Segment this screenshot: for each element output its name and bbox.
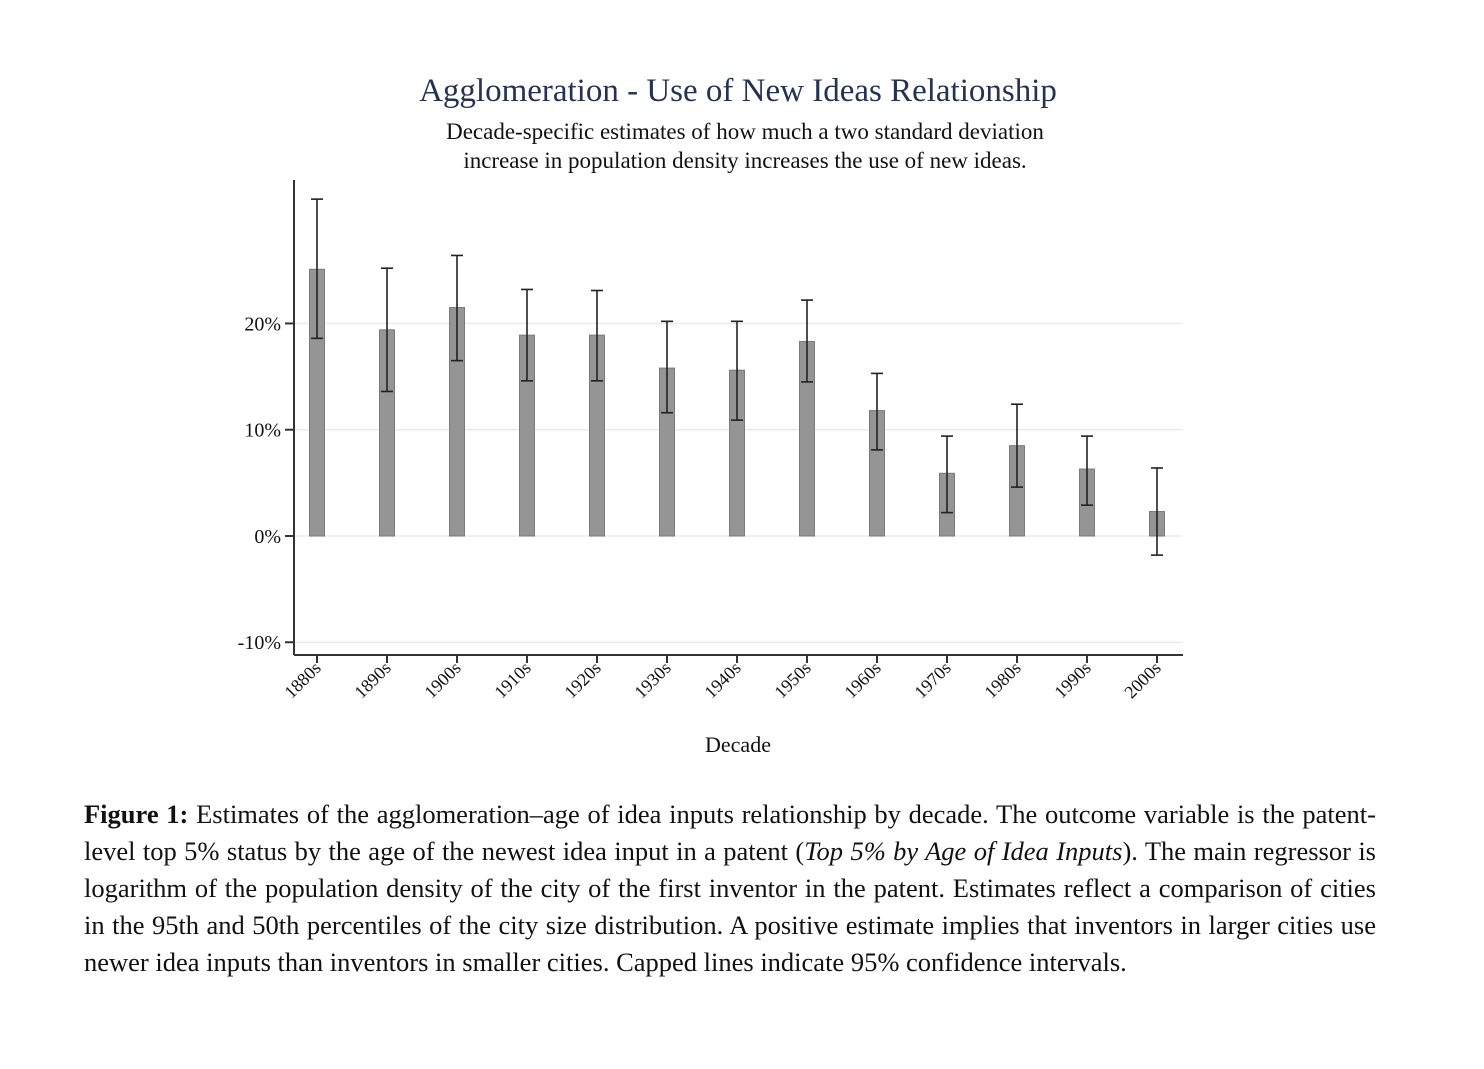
x-tick-label: 1980s (980, 657, 1025, 703)
y-tick-label: 10% (244, 419, 281, 442)
x-tick-label: 1990s (1050, 657, 1095, 703)
chart-title: Agglomeration - Use of New Ideas Relationship (419, 73, 1057, 109)
caption-text-2: ). The main regressor is logarithm of the population density of the city of the first inventor in the patent. Estimates reflect a comparison of cities in the 95th and 50th percentiles of the city size distribution. A positive estimate implies that inventors in larger cities use newer idea inputs than inventors in smaller cities. Capped lines indicate 95% confidence intervals. (84, 836, 1376, 977)
x-tick-label: 1890s (350, 657, 395, 703)
x-tick-label: 1970s (910, 657, 955, 703)
caption-emphasis: Top 5% by Age of Idea Inputs (804, 836, 1123, 866)
x-tick-label: 1910s (490, 657, 535, 703)
x-tick-label: 1880s (280, 657, 325, 703)
x-tick-label: 1920s (560, 657, 605, 703)
x-tick-label: 1930s (630, 657, 675, 703)
y-tick-label: -10% (237, 632, 281, 655)
x-tick-label: 1940s (700, 657, 745, 703)
x-tick-label: 2000s (1120, 657, 1165, 703)
y-tick-label: 0% (254, 525, 281, 548)
x-tick-label: 1960s (840, 657, 885, 703)
chart-subtitle-line: Decade-specific estimates of how much a two standard deviation (446, 119, 1044, 144)
chart-subtitle-line: increase in population density increases the use of new ideas. (463, 148, 1027, 173)
caption-text-1: Estimates of the agglomeration–age of idea inputs relationship by decade. The outcome variable is the patent-level top 5% status by the age of the newest idea input in a patent ( (84, 799, 1376, 866)
x-tick-label: 1950s (770, 657, 815, 703)
caption-label: Figure 1: (84, 799, 189, 829)
y-tick-label: 20% (244, 313, 281, 336)
x-tick-label: 1900s (420, 657, 465, 703)
x-axis-label: Decade (705, 732, 771, 757)
figure-caption (84, 796, 1376, 981)
